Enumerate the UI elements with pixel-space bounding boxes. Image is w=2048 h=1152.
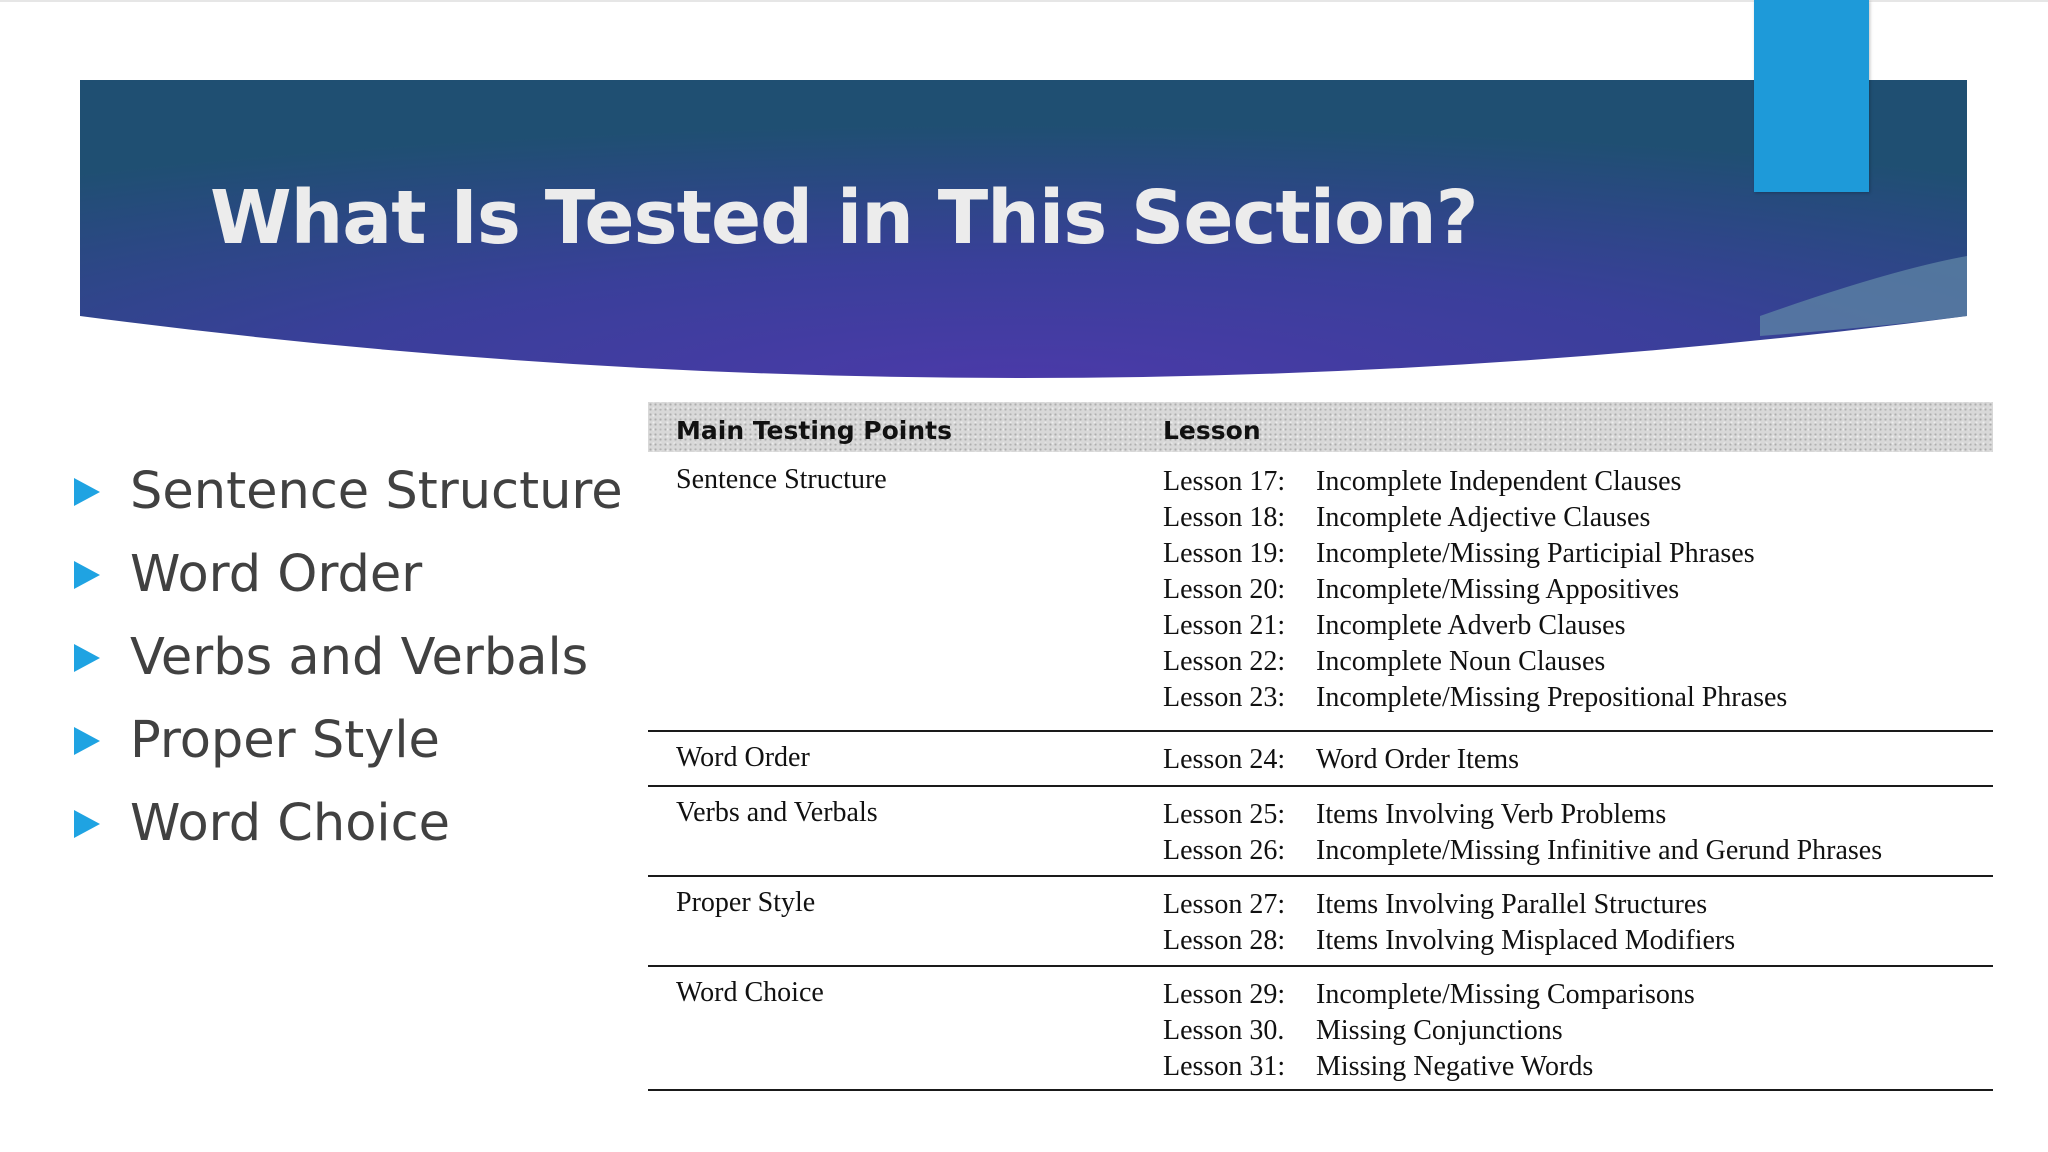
triangle-right-icon xyxy=(74,561,100,589)
bullet-item xyxy=(74,450,623,533)
lesson-title: Incomplete/Missing Appositives xyxy=(1316,574,1680,605)
lesson-title: Items Involving Verb Problems xyxy=(1316,799,1667,830)
header-main-testing-points: Main Testing Points xyxy=(676,416,953,445)
triangle-right-icon xyxy=(74,727,100,755)
lesson-item xyxy=(1163,644,1787,680)
lesson-number: Lesson 27: xyxy=(1163,889,1286,920)
accent-rectangle xyxy=(1754,0,1869,192)
lesson-title: Items Involving Parallel Structures xyxy=(1316,889,1708,920)
lesson-item xyxy=(1163,797,1882,833)
triangle-right-icon xyxy=(74,810,100,838)
table-row xyxy=(648,877,1993,967)
bullet-text: Proper Style xyxy=(130,711,440,770)
lesson-title: Incomplete/Missing Prepositional Phrases xyxy=(1316,682,1788,713)
lesson-title: Incomplete Adjective Clauses xyxy=(1316,502,1651,533)
testing-point: Sentence Structure xyxy=(676,464,887,495)
bullet-text: Word Order xyxy=(130,545,423,604)
lesson-title: Incomplete Adverb Clauses xyxy=(1316,610,1626,641)
lesson-table xyxy=(648,402,1993,1092)
lesson-list xyxy=(1163,887,1735,959)
table-row xyxy=(648,732,1993,787)
triangle-right-icon xyxy=(74,478,100,506)
lesson-item xyxy=(1163,833,1882,869)
lesson-list xyxy=(1163,797,1882,869)
lesson-number: Lesson 31: xyxy=(1163,1051,1286,1082)
header-lesson: Lesson xyxy=(1163,416,1261,445)
lesson-number: Lesson 26: xyxy=(1163,835,1286,866)
lesson-item xyxy=(1163,887,1735,923)
lesson-list xyxy=(1163,742,1519,778)
lesson-item xyxy=(1163,500,1787,536)
bullet-item xyxy=(74,533,623,616)
lesson-item xyxy=(1163,742,1519,778)
bullet-text: Word Choice xyxy=(130,794,451,853)
bullet-item xyxy=(74,699,623,782)
lesson-title: Incomplete Noun Clauses xyxy=(1316,646,1606,677)
lesson-item xyxy=(1163,1049,1695,1085)
lesson-number: Lesson 20: xyxy=(1163,574,1286,605)
bullet-item xyxy=(74,616,623,699)
lesson-item xyxy=(1163,923,1735,959)
lesson-title: Items Involving Misplaced Modifiers xyxy=(1316,925,1736,956)
lesson-item xyxy=(1163,536,1787,572)
lesson-title: Word Order Items xyxy=(1316,744,1520,775)
lesson-title: Missing Conjunctions xyxy=(1316,1015,1563,1046)
testing-point: Verbs and Verbals xyxy=(676,797,878,828)
lesson-title: Incomplete/Missing Comparisons xyxy=(1316,979,1695,1010)
lesson-item xyxy=(1163,464,1787,500)
lesson-number: Lesson 24: xyxy=(1163,744,1286,775)
table-row xyxy=(648,787,1993,877)
lesson-number: Lesson 21: xyxy=(1163,610,1286,641)
lesson-title: Incomplete Independent Clauses xyxy=(1316,466,1682,497)
lesson-number: Lesson 25: xyxy=(1163,799,1286,830)
lesson-list xyxy=(1163,464,1787,716)
table-row xyxy=(648,967,1993,1091)
bullet-text: Sentence Structure xyxy=(130,462,623,521)
testing-point: Word Order xyxy=(676,742,810,773)
slide-title: What Is Tested in This Section? xyxy=(210,175,1478,261)
lesson-number: Lesson 23: xyxy=(1163,682,1286,713)
triangle-right-icon xyxy=(74,644,100,672)
bullet-list xyxy=(74,450,623,865)
lesson-item xyxy=(1163,1013,1695,1049)
lesson-item xyxy=(1163,680,1787,716)
lesson-item xyxy=(1163,608,1787,644)
lesson-list xyxy=(1163,977,1695,1085)
lesson-number: Lesson 28: xyxy=(1163,925,1286,956)
lesson-number: Lesson 18: xyxy=(1163,502,1286,533)
row-divider xyxy=(648,1089,1993,1091)
lesson-number: Lesson 30. xyxy=(1163,1015,1285,1046)
testing-point: Word Choice xyxy=(676,977,824,1008)
table-row xyxy=(648,454,1993,732)
lesson-item xyxy=(1163,572,1787,608)
bullet-text: Verbs and Verbals xyxy=(130,628,589,687)
lesson-number: Lesson 17: xyxy=(1163,466,1286,497)
table-header-row xyxy=(648,402,1993,452)
lesson-title: Missing Negative Words xyxy=(1316,1051,1594,1082)
lesson-number: Lesson 19: xyxy=(1163,538,1286,569)
lesson-item xyxy=(1163,977,1695,1013)
bullet-item xyxy=(74,782,623,865)
lesson-title: Incomplete/Missing Infinitive and Gerund Phrases xyxy=(1316,835,1883,866)
lesson-title: Incomplete/Missing Participial Phrases xyxy=(1316,538,1755,569)
testing-point: Proper Style xyxy=(676,887,816,918)
lesson-number: Lesson 29: xyxy=(1163,979,1286,1010)
lesson-number: Lesson 22: xyxy=(1163,646,1286,677)
